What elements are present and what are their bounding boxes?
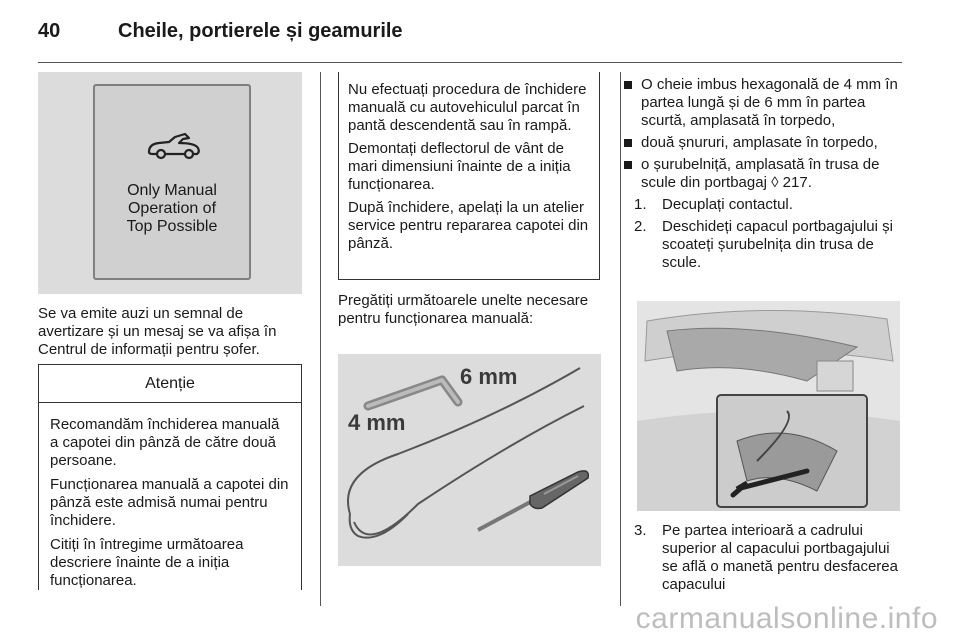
watermark: carmanualsonline.info bbox=[635, 602, 938, 635]
tools-list bbox=[622, 76, 907, 276]
display-line: Top Possible bbox=[126, 218, 218, 235]
trunk-drawing bbox=[637, 301, 900, 511]
bullet-square-icon bbox=[624, 161, 632, 169]
warning-box bbox=[338, 72, 600, 280]
display-screen bbox=[93, 84, 251, 280]
step-item-3: 3. Pe partea interioară a cadrului superior al capacului portbagajului se află o manetă pentru desfacerea capacului bbox=[634, 522, 898, 593]
warning-paragraph: Demontați deflectorul de vânt de mari dimensiuni înainte de a iniția funcționarea. bbox=[348, 140, 571, 193]
attention-box bbox=[38, 364, 302, 590]
page-header bbox=[38, 20, 403, 43]
display-panel-photo bbox=[38, 72, 302, 294]
display-message bbox=[95, 182, 249, 236]
attention-paragraph: Citiți în întregime următoarea descriere înainte de a iniția funcționarea. bbox=[50, 536, 244, 589]
tools-intro-paragraph: Pregătiți următoarele unelte necesare pentru funcționarea manuală: bbox=[338, 292, 589, 327]
step-item: 1. Decuplați contactul. bbox=[634, 196, 793, 213]
tool-label-6mm: 6 mm bbox=[460, 364, 518, 389]
step-item: 2. Deschideți capacul portbagajului și scoateți șurubelnița din trusa de scule. bbox=[634, 218, 893, 271]
display-line: Operation of bbox=[127, 200, 217, 217]
page-title: Cheile, portierele și geamurile bbox=[118, 20, 403, 42]
header-divider bbox=[38, 62, 902, 63]
warning-signal-paragraph: Se va emite auzi un semnal de avertizare și un mesaj se va afișa în Centrul de informații pentru șofer. bbox=[38, 305, 277, 358]
bullet-square-icon bbox=[624, 81, 632, 89]
page-number: 40 bbox=[38, 20, 61, 42]
attention-paragraph: Funcționarea manuală a capotei din pânză este admisă numai pentru închidere. bbox=[50, 476, 289, 529]
convertible-car-icon bbox=[145, 130, 203, 160]
trunk-photo bbox=[637, 301, 900, 511]
list-item: o șurubelniță, amplasată în trusa de scule din portbagaj ◊ 217. bbox=[622, 156, 907, 192]
column-divider-1 bbox=[320, 72, 321, 606]
display-line: Only Manual bbox=[127, 182, 217, 199]
warning-paragraph: Nu efectuați procedura de închidere manuală cu autovehiculul parcat în pantă descendentă sau în rampă. bbox=[348, 81, 587, 134]
list-item: O cheie imbus hexagonală de 4 mm în partea lungă și de 6 mm în partea scurtă, amplasată în torpedo, bbox=[622, 76, 907, 130]
attention-paragraph: Recomandăm închiderea manuală a capotei din pânză de către două persoane. bbox=[50, 416, 280, 469]
tool-label-4mm: 4 mm bbox=[348, 410, 406, 435]
list-item: două șnururi, amplasate în torpedo, bbox=[622, 134, 907, 152]
attention-title: Atenție bbox=[39, 365, 301, 403]
column-divider-2 bbox=[620, 72, 621, 606]
bullet-square-icon bbox=[624, 139, 632, 147]
tools-illustration bbox=[338, 354, 601, 566]
warning-paragraph: După închidere, apelați la un atelier service pentru repararea capotei din pânză. bbox=[348, 199, 589, 252]
